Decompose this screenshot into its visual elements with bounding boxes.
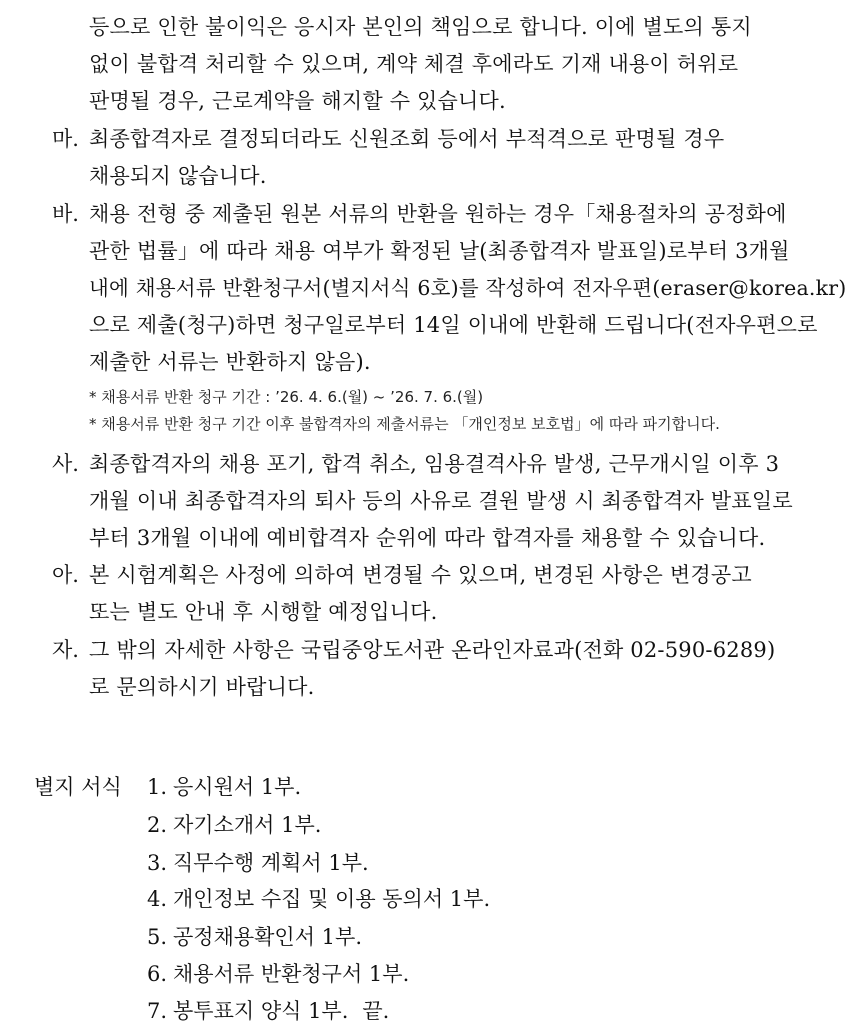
- attachment-item-5: [147, 924, 362, 950]
- item-sa-line-1: 최종합격자의 채용 포기, 합격 취소, 임용결격사유 발생, 근무개시일 이후 3: [89, 452, 780, 476]
- item-ba-note-2: * 채용서류 반환 청구 기간 이후 불합격자의 제출서류는 「개인정보 보호법」에 따라 파기합니다.: [89, 415, 720, 433]
- item-ma-line-2: 채용되지 않습니다.: [89, 164, 267, 188]
- attachment-text: 개인정보 수집 및 이용 동의서 1부.: [173, 887, 491, 911]
- item-marker-sa: 사.: [52, 452, 79, 476]
- item-a-line-2: 또는 별도 안내 후 시행할 예정입니다.: [89, 600, 438, 624]
- item-marker-ba: 바.: [52, 202, 79, 226]
- item-ja-line-1: 그 밖의 자세한 사항은 국립중앙도서관 온라인자료과(전화 02-590-6289): [89, 638, 776, 662]
- attachment-text: 직무수행 계획서 1부.: [173, 851, 369, 875]
- attachment-text: 응시원서 1부.: [173, 775, 302, 799]
- item-ja-line-2: 로 문의하시기 바랍니다.: [89, 675, 315, 699]
- attachment-number: 1.: [147, 775, 168, 799]
- item-marker-ma: 마.: [52, 127, 79, 151]
- item-ba-line-2: 관한 법률」에 따라 채용 여부가 확정된 날(최종합격자 발표일)로부터 3개월: [89, 239, 790, 263]
- attachment-number: 6.: [147, 962, 168, 986]
- attachment-number: 4.: [147, 887, 168, 911]
- attachment-number: 2.: [147, 813, 168, 837]
- item-marker-a: 아.: [52, 563, 79, 587]
- end-mark: 끝.: [362, 999, 390, 1023]
- attachment-item-1: [147, 774, 301, 800]
- attachment-number: 3.: [147, 851, 168, 875]
- attachment-item-2: [147, 812, 321, 838]
- attachment-item-6: [147, 961, 409, 987]
- item-a-line-1: 본 시험계획은 사정에 의하여 변경될 수 있으며, 변경된 사항은 변경공고: [89, 563, 752, 587]
- item-ba-line-3: 내에 채용서류 반환청구서(별지서식 6호)를 작성하여 전자우편(eraser@korea.kr): [89, 276, 847, 300]
- attachment-number: 5.: [147, 925, 168, 949]
- continuation-line-2: 없이 불합격 처리할 수 있으며, 계약 체결 후에라도 기재 내용이 허위로: [89, 52, 739, 76]
- attachment-number: 7.: [147, 999, 168, 1023]
- attachments-label: 별지 서식: [34, 775, 122, 799]
- item-ba-line-5: 제출한 서류는 반환하지 않음).: [89, 350, 371, 374]
- attachment-text: 자기소개서 1부.: [173, 813, 322, 837]
- item-ma-line-1: 최종합격자로 결정되더라도 신원조회 등에서 부적격으로 판명될 경우: [89, 127, 725, 151]
- item-marker-ja: 자.: [52, 638, 79, 662]
- attachment-item-3: [147, 850, 369, 876]
- item-ba-note-1: * 채용서류 반환 청구 기간 : ’26. 4. 6.(월) ~ ’26. 7. 6.(월): [89, 388, 484, 406]
- item-sa-line-2: 개월 이내 최종합격자의 퇴사 등의 사유로 결원 발생 시 최종합격자 발표일로: [89, 489, 793, 513]
- continuation-line-1: 등으로 인한 불이익은 응시자 본인의 책임으로 합니다. 이에 별도의 통지: [89, 15, 752, 39]
- item-ba-line-4: 으로 제출(청구)하면 청구일로부터 14일 이내에 반환해 드립니다(전자우편으로: [89, 313, 818, 337]
- attachment-item-7: [147, 998, 389, 1024]
- item-ba-line-1: 채용 전형 중 제출된 원본 서류의 반환을 원하는 경우「채용절차의 공정화에: [89, 202, 787, 226]
- attachment-text: 공정채용확인서 1부.: [173, 925, 362, 949]
- continuation-line-3: 판명될 경우, 근로계약을 해지할 수 있습니다.: [89, 89, 506, 113]
- attachment-text: 채용서류 반환청구서 1부.: [173, 962, 410, 986]
- attachment-text: 봉투표지 양식 1부.: [173, 999, 349, 1023]
- attachment-item-4: [147, 886, 490, 912]
- item-sa-line-3: 부터 3개월 이내에 예비합격자 순위에 따라 합격자를 채용할 수 있습니다.: [89, 526, 766, 550]
